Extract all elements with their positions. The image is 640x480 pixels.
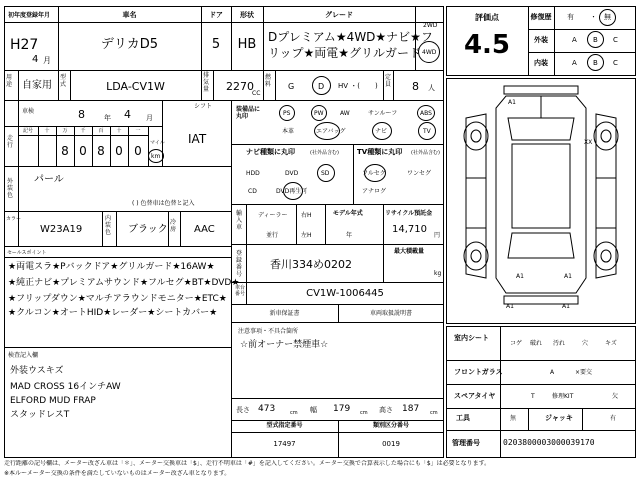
tools-label: 工具	[456, 414, 470, 422]
doors: 5	[211, 37, 221, 52]
model-label: 型式	[60, 74, 67, 88]
damage-mark: A1	[506, 303, 514, 310]
width-unit: cm	[360, 410, 368, 416]
length-unit: cm	[290, 410, 298, 416]
mileage-digit: 0	[115, 144, 123, 158]
mileage-header-6: 一	[135, 128, 141, 134]
spare-tire-kit: 修理KIT	[552, 393, 574, 400]
tools-value: 無	[510, 415, 517, 422]
inspection-year-unit: 年	[104, 114, 111, 122]
score-label: 評価点	[475, 13, 499, 22]
right-handle: 右H	[301, 212, 312, 219]
first-reg-month-unit: 月	[43, 56, 51, 65]
seat-item: 破れ	[530, 340, 543, 347]
car-name: デリカD5	[100, 37, 159, 52]
shift-value: IAT	[188, 132, 207, 146]
seat-item: キズ	[605, 340, 617, 347]
type-cert-value: 17497	[273, 440, 296, 448]
tv-type-title: TV種類に丸印	[357, 148, 403, 156]
spare-tire-label: スペアタイヤ	[454, 392, 496, 400]
car-name-label: 車名	[122, 11, 137, 19]
equipment-label: 装備品に丸印	[236, 106, 261, 120]
drive-4wd: 4WD	[422, 49, 437, 56]
height-label: 高さ	[379, 406, 393, 414]
mileage-header-5: 十	[116, 128, 122, 134]
inspection-month: 4	[124, 108, 131, 121]
capacity-unit: 人	[428, 84, 435, 92]
equip-airbag: エアバッグ	[316, 128, 346, 135]
fuel-g: G	[288, 82, 295, 91]
first-reg-label: 初年度登録年月	[8, 12, 51, 19]
inspection-label: 車検	[22, 108, 35, 115]
tv-type-sub: (社外品含む)	[411, 150, 440, 156]
footer-line2: ※本ルーメーター交換の条件を満たしていないものはメーター改ざん車となります。	[4, 470, 231, 477]
mileage-digit: 0	[134, 144, 142, 158]
mileage-header-sym: 記号	[22, 128, 33, 134]
plate-value: 香川334め0202	[270, 258, 352, 271]
capacity-label: 定員	[385, 74, 392, 88]
width-label: 幅	[310, 406, 317, 414]
mile-label: マイル	[150, 140, 165, 146]
mileage-label: 走行	[7, 135, 14, 149]
fuel-label: 燃料	[265, 74, 272, 88]
class-value: 0019	[382, 440, 400, 448]
front-glass-label: フロントガラス	[454, 368, 503, 376]
inspector-note-line: 外装ウスキズ	[10, 366, 64, 376]
repair-dot: ・	[590, 13, 597, 21]
fuel-hv: HV ・(	[338, 82, 361, 90]
exterior-label: 外装色	[7, 178, 14, 199]
seat-item: コゲ	[510, 340, 523, 347]
drive-2wd: 2WD	[423, 22, 438, 29]
int-grade-b: B	[593, 59, 598, 67]
damage-mark: A1	[562, 303, 570, 310]
car-diagram	[446, 78, 636, 324]
type-cert-label: 型式指定番号	[266, 422, 303, 429]
tv-fullseg: フルセグ	[362, 170, 386, 177]
km-label: km	[151, 153, 161, 160]
equip-sunroof: サンルーフ	[368, 110, 398, 117]
navi-dvd: DVD	[285, 170, 299, 177]
use-label: 用途	[6, 74, 13, 88]
max-load-label: 最大積載量	[394, 248, 425, 255]
damage-mark: A1	[516, 273, 524, 280]
seat-item: 汚れ	[553, 340, 566, 347]
import-dealer: ディーラー	[258, 212, 288, 219]
shape-label: 形状	[240, 11, 254, 19]
width-value: 179	[333, 404, 351, 414]
max-load-kg: kg	[434, 270, 442, 277]
equip-tv: TV	[423, 128, 431, 135]
first-reg-month: 4	[32, 54, 39, 65]
spare-tire-none: 欠	[612, 393, 619, 400]
model-year-unit: 年	[346, 232, 353, 239]
interior-color-label: 内装色	[105, 215, 112, 236]
ext-grade-a: A	[572, 36, 577, 44]
equip-pw: PW	[314, 110, 324, 117]
new-car-warranty: 新車保証書	[269, 310, 300, 317]
repair-label: 修復歴	[530, 13, 552, 21]
capacity-value: 8	[412, 80, 419, 93]
exterior-note: ( ) 色替車は色替と記入	[132, 200, 195, 207]
equip-navi: ナビ	[375, 128, 388, 135]
mileage-header-3: 千	[80, 128, 86, 134]
front-glass-a: A	[550, 369, 555, 376]
mileage-digit: 0	[79, 144, 87, 158]
seat-item: 穴	[582, 340, 589, 347]
tv-analog: アナログ	[362, 188, 387, 195]
navi-type-title: ナビ種類に丸印	[246, 148, 295, 156]
fuel-d: D	[318, 82, 325, 91]
import-parallel: 並行	[266, 232, 279, 239]
model-year-label: モデル年式	[333, 210, 363, 217]
sales-point-line: ★純正ナビ★プレミアムサウンド★フルセグ★BT★DVD★	[8, 278, 240, 288]
inspection-month-unit: 月	[146, 114, 153, 122]
grade-line2: リップ★両電★グリルガード	[268, 46, 422, 60]
height-value: 187	[402, 404, 420, 414]
plate-label: 登録番号	[236, 250, 243, 278]
damage-mark: A1	[564, 273, 572, 280]
repair-no: 無	[604, 13, 611, 21]
navi-hdd: HDD	[246, 170, 260, 177]
grade-label: グレード	[325, 11, 353, 19]
aircon-value: AAC	[194, 224, 215, 235]
length-label: 長さ	[236, 406, 250, 414]
management-value: 0203800003000039170	[503, 438, 595, 447]
navi-dvd-play: DVD再生可	[276, 188, 308, 195]
exterior-grade-label: 外装	[534, 36, 548, 44]
jack-label: ジャッキ	[545, 414, 573, 422]
damage-mark: A1	[508, 99, 516, 106]
mileage-header-2: 万	[62, 128, 68, 134]
chassis-value: CV1W-1006445	[306, 288, 384, 299]
first-reg-year: H27	[10, 37, 39, 53]
navi-sd: SD	[321, 170, 330, 177]
repair-yes: 有	[567, 13, 574, 21]
front-glass-replace: ×要交	[575, 369, 593, 376]
management-label: 管理番号	[452, 439, 480, 447]
use-value: 自家用	[22, 80, 52, 91]
left-handle: 左H	[301, 232, 312, 239]
import-label: 輸入車	[236, 210, 243, 231]
shift-label: シフト	[194, 103, 213, 110]
length-value: 473	[258, 404, 276, 414]
inspector-notes-label: 検査記入欄	[8, 352, 39, 359]
recycle-label: リサイクル預託金	[385, 210, 433, 217]
sales-point-line: ★フリップダウン★マルチアラウンドモニター★ETC★	[8, 294, 227, 304]
equip-abs: ABS	[420, 110, 432, 117]
height-unit: cm	[430, 410, 438, 416]
color-label: カラー	[6, 216, 22, 222]
recycle-value: 14,710	[392, 224, 427, 235]
ext-grade-b: B	[593, 36, 598, 44]
inspector-note-line: ELFORD MUD FRAP	[10, 396, 96, 406]
displacement-cc: CC	[252, 90, 261, 97]
footer-line1: 走行距離の記号欄は、メーター改ざん車は「＊」、メーター交換車は「$」、走行不明車は「#」を記入してください。メーター交換で合算表示した場合にも「$」は必要となります。	[4, 460, 491, 467]
inspection-year: 8	[78, 108, 85, 121]
class-label: 類別区分番号	[372, 422, 409, 429]
mileage-header-4: 百	[98, 128, 104, 134]
color-code: W23A19	[40, 224, 83, 235]
caution-label: 注意事項・不具合箇所	[238, 328, 299, 335]
jack-value: 有	[610, 415, 617, 422]
damage-mark: XX	[584, 139, 593, 146]
interior-grade-label: 内装	[534, 59, 548, 67]
mileage-header-1: 十	[44, 128, 50, 134]
caution-value: ☆前オーナー禁煙車☆	[240, 340, 329, 350]
interior-color-value: ブラック	[128, 224, 168, 235]
sales-point-line: ★両電スラ★Pバックドア★グリルガード★16AW★	[8, 262, 215, 272]
tv-oneseg: ワンセグ	[407, 170, 432, 177]
door-label: ドア	[209, 11, 223, 19]
inspector-note-line: スタッドレスT	[10, 410, 70, 420]
int-grade-a: A	[572, 59, 577, 67]
navi-cd: CD	[248, 188, 257, 195]
spare-tire-t: T	[531, 393, 535, 400]
navi-type-sub: (社外品含む)	[310, 150, 339, 156]
sales-point-line: ★クルコン★オートHID★レーダー★シートカバー★	[8, 308, 218, 318]
chassis-label: 車台番号	[235, 285, 246, 297]
mileage-digit: 8	[61, 144, 69, 158]
displacement-label: 排気量	[203, 72, 210, 93]
grade-line1: Dプレミアム★4WD★ナビ★フ	[268, 30, 433, 44]
score-value: 4.5	[463, 30, 511, 60]
displacement-value: 2270	[226, 80, 254, 93]
model-value: LDA-CV1W	[106, 80, 165, 93]
int-grade-c: C	[613, 59, 618, 67]
fuel-close: )	[375, 82, 378, 90]
owner-manual: 車両取扱説明書	[369, 310, 412, 317]
recycle-yen: 円	[434, 232, 441, 239]
aircon-label: 冷房	[170, 219, 177, 233]
equip-ps: PS	[283, 110, 291, 117]
exterior-value: パール	[34, 174, 64, 185]
equip-aw: AW	[340, 110, 350, 117]
mileage-digit: 8	[97, 144, 105, 158]
inspector-note-line: MAD CROSS 16インチAW	[10, 382, 121, 392]
seat-label: 室内シート	[454, 334, 489, 342]
sales-points-label: セールスポイント	[7, 250, 47, 256]
shape: HB	[237, 37, 257, 52]
ext-grade-c: C	[613, 36, 618, 44]
equip-leather: 本革	[282, 128, 295, 135]
